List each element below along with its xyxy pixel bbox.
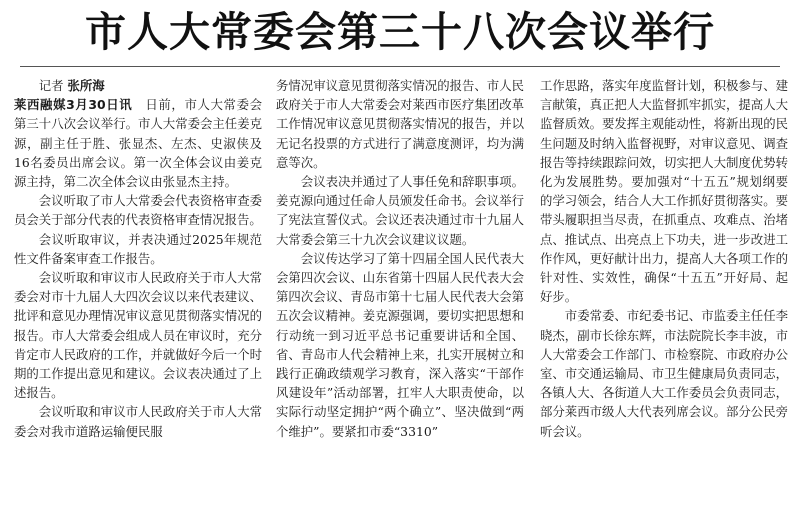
paragraph: 会议听取和审议市人民政府关于市人大常委会对市十九届人大四次会议以来代表建议、批评和意见办理情况审议意见贯彻落实情况的报告。市人大常委会组成人员在审议时，充分肯定市人民政府的工作，并就做好今后一个时期的工作提出意见和建议。会议表决通过了上述报告。 (14, 270, 262, 401)
byline (14, 76, 262, 95)
paragraph (14, 95, 262, 191)
byline-label: 记者 (38, 78, 64, 93)
paragraph: 工作思路，落实年度监督计划，积极参与、建言献策，真正把人大监督抓牢抓实，提高人大监督质效。要发挥主观能动性，将新出现的民生问题及时纳入监督视野，对审议意见、调查报告等持续跟踪问效，切实把人大制度优势转化为发展胜势。要加强对“十五五”规划纲要的学习领会，结合人大工作抓好贯彻落实。要带头履职担当尽责，在抓重点、攻难点、治堵点、推试点、出亮点上下功夫，进一步改进工作作风，更好献计出力，提高人大各项工作的针对性、实效性，确保“十五五”开好局、起好步。 (540, 78, 788, 305)
paragraph: 会议表决并通过了人事任免和辞职事项。姜克源向通过任命人员颁发任命书。会议举行了宪法宣誓仪式。会议还表决通过市十九届人大常委会第三十九次会议建议议题。 (276, 174, 524, 247)
headline-divider (20, 66, 780, 67)
paragraph: 会议听取和审议市人民政府关于市人大常委会对我市道路运输便民服 (14, 404, 262, 439)
column-3 (540, 76, 788, 526)
dateline: 莱西融媒3月30日讯 (14, 97, 133, 113)
paragraph: 会议听取了市人大常委会代表资格审查委员会关于部分代表的代表资格审查情况报告。 (14, 193, 262, 228)
column-2 (276, 76, 524, 526)
paragraph: 务情况审议意见贯彻落实情况的报告、市人民政府关于市人大常委会对莱西市医疗集团改革工作情况审议意见贯彻落实情况的报告，并以无记名投票的方式进行了满意度测评，均为满意等次。 (276, 78, 524, 170)
paragraph-text: 日前，市人大常委会第三十八次会议举行。市人大常委会主任姜克源，副主任于胜、张显杰、左杰、史淑侠及16名委员出席会议。第一次全体会议由姜克源主持，第二次全体会议由张显杰主持。 (14, 97, 262, 190)
author-name: 张所海 (67, 78, 105, 93)
column-1 (14, 76, 262, 526)
article-headline: 市人大常委会第三十八次会议举行 (85, 8, 715, 56)
paragraph: 会议听取审议，并表决通过2025年规范性文件备案审查工作报告。 (14, 231, 262, 266)
paragraph: 市委常委、市纪委书记、市监委主任任李晓杰，副市长徐东辉，市法院院长李丰波，市人大常委会工作部门、市检察院、市政府办公室、市交通运输局、市卫生健康局负责同志，各镇人大、各街道人大工作委员会负责同志，部分莱西市级人大代表列席会议。部分公民旁听会议。 (540, 308, 788, 439)
paragraph: 会议传达学习了第十四届全国人民代表大会第四次会议、山东省第十四届人民代表大会第四次会议、青岛市第十七届人民代表大会第五次会议精神。姜克源强调，要切实把思想和行动统一到习近平总书记重要讲话和全国、省、青岛市人代会精神上来，扎实开展树立和践行正确政绩观学习教育，深入落实“干部作风建设年”活动部署，扛牢人大职责使命，以实际行动坚定拥护“两个确立”、坚决做到“两个维护”。要紧扣市委“3310” (276, 250, 524, 439)
